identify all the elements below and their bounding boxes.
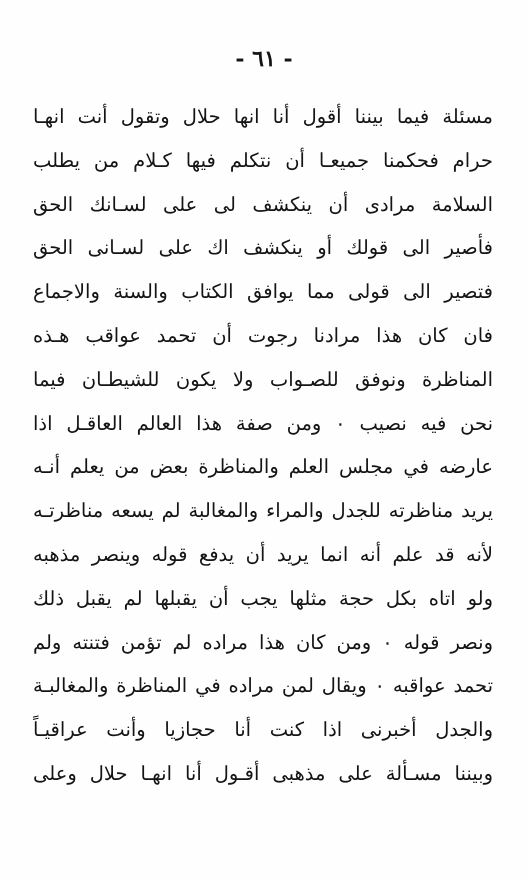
- text-line: نحن فيه نصيب ٠ ومن صفة هذا العالم العاقـل اذا: [33, 411, 493, 435]
- text-line: مسئلة فيما بيننا أقول أنا انها حلال وتقول أنت انهـا: [33, 105, 493, 128]
- text-line: السلامة مرادى أن ينكشف لى على لسـانك الحق: [33, 192, 493, 216]
- page-number: - ٦١ -: [235, 46, 293, 72]
- text-line: وبيننا مسـألة على مذهبى أقـول أنا انهـا حلال وعلى: [33, 761, 493, 785]
- text-line: المناظرة ونوفق للصـواب ولا يكون للشيطـان فيما: [33, 367, 493, 391]
- text-line: فان كان هذا مرادنا رجوت أن تحمد عواقب هـذه: [33, 323, 493, 347]
- text-line: ولو اتاه بكل حجة مثلها يجب أن يقبلها لم يقبل ذلك: [33, 586, 493, 610]
- text-line: يريد مناظرته للجدل والمراء والمغالبة لم يسعه مناظرتـه: [33, 499, 493, 523]
- text-line: حرام فحكمنا جميعـا أن نتكلم فيها كـلام من يطلب: [33, 148, 493, 172]
- text-line: والجدل أخبرنى اذا كنت أنا حجازيا وأنت عراقيـاً: [33, 718, 493, 742]
- text-line: فأصير الى قولك أو ينكشف اك على لسـانى الحق: [33, 236, 493, 260]
- body-text: [33, 95, 493, 796]
- text-line: لأنه قد علم أنه انما يريد أن يدفع قوله وينصر مذهبه: [33, 542, 493, 566]
- text-line: ونصر قوله ٠ ومن كان هذا مراده لم تؤمن فتنته ولم: [33, 630, 493, 654]
- text-line: تحمد عواقبه ٠ ويقال لمن مراده في المناظرة والمغالبـة: [33, 674, 493, 698]
- text-line: عارضه في مجلس العلم والمناظرة بعض من يعلم أنـه: [33, 455, 493, 479]
- text-line: فتصير الى قولى مما يوافق الكتاب والسنة والاجماع: [33, 280, 493, 304]
